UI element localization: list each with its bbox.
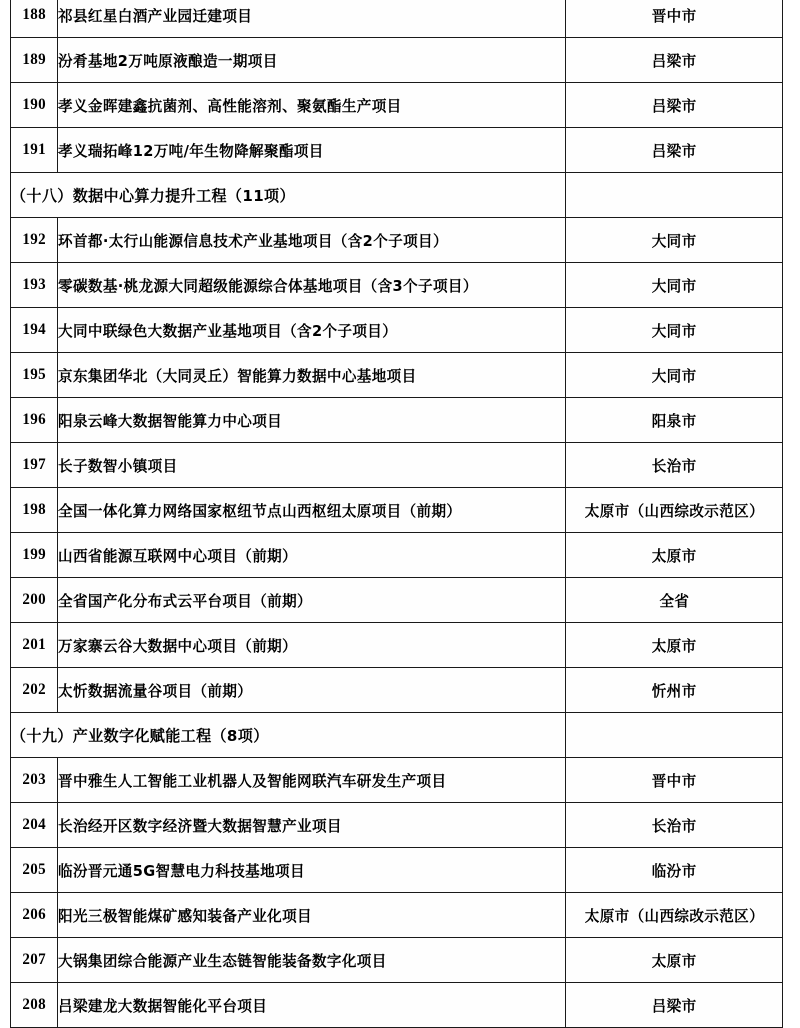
- project-location-cell: [566, 398, 783, 443]
- project-name-text: 大锅集团综合能源产业生态链智能装备数字化项目: [58, 951, 387, 970]
- section-header-row: [11, 173, 783, 218]
- row-number: [11, 218, 58, 263]
- project-location-text: 晋中市: [651, 6, 697, 25]
- project-location-text: 大同市: [651, 231, 697, 250]
- project-name-cell: [58, 83, 566, 128]
- row-number: [11, 623, 58, 668]
- table-container: [10, 0, 782, 1028]
- project-name-text: 长子数智小镇项目: [58, 456, 178, 475]
- row-number-text: 188: [22, 6, 46, 23]
- project-location-cell: [566, 0, 783, 38]
- table-row: [11, 263, 783, 308]
- project-location-cell: [566, 308, 783, 353]
- project-name-cell: [58, 38, 566, 83]
- row-number-text: 191: [22, 141, 46, 158]
- project-name-text: 祁县红星白酒产业园迁建项目: [58, 6, 253, 25]
- row-number: [11, 0, 58, 38]
- row-number-text: 197: [22, 456, 46, 473]
- table-row: [11, 893, 783, 938]
- project-name-cell: [58, 263, 566, 308]
- project-name-text: 山西省能源互联网中心项目（前期）: [58, 546, 298, 565]
- project-location-cell: [566, 443, 783, 488]
- project-list-table: [10, 0, 783, 1028]
- section-title: [11, 173, 566, 218]
- table-row: [11, 533, 783, 578]
- project-location-cell: [566, 263, 783, 308]
- table-row: [11, 308, 783, 353]
- row-number: [11, 263, 58, 308]
- project-name-cell: [58, 668, 566, 713]
- section-title: [11, 713, 566, 758]
- row-number-text: 200: [22, 591, 46, 608]
- row-number-text: 189: [22, 51, 46, 68]
- project-location-cell: [566, 758, 783, 803]
- project-location-cell: [566, 623, 783, 668]
- project-location-cell: [566, 983, 783, 1028]
- project-name-text: 孝义瑞拓峰12万吨/年生物降解聚酯项目: [58, 141, 324, 160]
- table-row: [11, 938, 783, 983]
- project-location-text: 临汾市: [651, 861, 697, 880]
- project-location-cell: [566, 533, 783, 578]
- project-location-cell: [566, 938, 783, 983]
- project-location-text: 大同市: [651, 366, 697, 385]
- project-location-text: 大同市: [651, 276, 697, 295]
- project-name-text: 阳光三极智能煤矿感知装备产业化项目: [58, 906, 312, 925]
- row-number-text: 194: [22, 321, 46, 338]
- table-row: [11, 398, 783, 443]
- row-number-text: 201: [22, 636, 46, 653]
- section-title-text: （十九）产业数字化赋能工程（8项）: [11, 727, 269, 745]
- table-row: [11, 848, 783, 893]
- project-location-text: 太原市（山西综改示范区）: [584, 501, 764, 520]
- project-location-cell: [566, 803, 783, 848]
- project-location-cell: [566, 893, 783, 938]
- row-number-text: 190: [22, 96, 46, 113]
- row-number: [11, 668, 58, 713]
- project-name-text: 全国一体化算力网络国家枢纽节点山西枢纽太原项目（前期）: [58, 501, 462, 520]
- row-number-text: 195: [22, 366, 46, 383]
- project-name-cell: [58, 353, 566, 398]
- row-number: [11, 758, 58, 803]
- project-name-text: 京东集团华北（大同灵丘）智能算力数据中心基地项目: [58, 366, 417, 385]
- row-number: [11, 353, 58, 398]
- project-name-cell: [58, 758, 566, 803]
- section-city-blank: [566, 713, 783, 758]
- project-name-text: 长治经开区数字经济暨大数据智慧产业项目: [58, 816, 342, 835]
- project-name-cell: [58, 218, 566, 263]
- row-number: [11, 488, 58, 533]
- project-location-text: 太原市: [651, 636, 697, 655]
- project-name-cell: [58, 848, 566, 893]
- project-location-text: 太原市: [651, 951, 697, 970]
- project-name-cell: [58, 893, 566, 938]
- table-body: [11, 0, 783, 1028]
- row-number: [11, 533, 58, 578]
- row-number: [11, 938, 58, 983]
- row-number-text: 203: [22, 771, 46, 788]
- row-number-text: 198: [22, 501, 46, 518]
- project-location-cell: [566, 218, 783, 263]
- project-name-cell: [58, 533, 566, 578]
- row-number: [11, 308, 58, 353]
- row-number-text: 205: [22, 861, 46, 878]
- table-row: [11, 488, 783, 533]
- project-name-text: 孝义金晖建鑫抗菌剂、高性能溶剂、聚氨酯生产项目: [58, 96, 402, 115]
- project-location-cell: [566, 128, 783, 173]
- project-name-text: 太忻数据流量谷项目（前期）: [58, 681, 253, 700]
- project-name-cell: [58, 488, 566, 533]
- row-number: [11, 38, 58, 83]
- project-name-cell: [58, 398, 566, 443]
- project-location-text: 长治市: [651, 816, 697, 835]
- project-name-cell: [58, 623, 566, 668]
- row-number-text: 192: [22, 231, 46, 248]
- table-row: [11, 623, 783, 668]
- project-name-text: 零碳数基·桃龙源大同超级能源综合体基地项目（含3个子项目）: [58, 276, 478, 295]
- table-row: [11, 443, 783, 488]
- table-row: [11, 983, 783, 1028]
- table-row: [11, 83, 783, 128]
- row-number-text: 208: [22, 996, 46, 1013]
- project-name-cell: [58, 0, 566, 38]
- project-name-text: 万家寨云谷大数据中心项目（前期）: [58, 636, 298, 655]
- section-title-text: （十八）数据中心算力提升工程（11项）: [11, 187, 295, 205]
- project-location-text: 晋中市: [651, 771, 697, 790]
- project-location-cell: [566, 83, 783, 128]
- project-location-cell: [566, 578, 783, 623]
- table-row: [11, 578, 783, 623]
- section-city-blank: [566, 173, 783, 218]
- row-number-text: 206: [22, 906, 46, 923]
- row-number-text: 193: [22, 276, 46, 293]
- row-number: [11, 893, 58, 938]
- project-location-text: 吕梁市: [651, 141, 697, 160]
- project-name-text: 大同中联绿色大数据产业基地项目（含2个子项目）: [58, 321, 398, 340]
- project-name-text: 阳泉云峰大数据智能算力中心项目: [58, 411, 283, 430]
- table-row: [11, 803, 783, 848]
- project-location-cell: [566, 668, 783, 713]
- project-location-text: 吕梁市: [651, 96, 697, 115]
- project-location-text: 阳泉市: [651, 411, 697, 430]
- project-name-cell: [58, 938, 566, 983]
- project-name-cell: [58, 983, 566, 1028]
- project-name-cell: [58, 578, 566, 623]
- project-name-cell: [58, 128, 566, 173]
- table-row: [11, 128, 783, 173]
- project-location-text: 全省: [659, 591, 689, 610]
- project-location-text: 吕梁市: [651, 51, 697, 70]
- project-name-text: 环首都·太行山能源信息技术产业基地项目（含2个子项目）: [58, 231, 448, 250]
- row-number: [11, 983, 58, 1028]
- section-header-row: [11, 713, 783, 758]
- row-number-text: 207: [22, 951, 46, 968]
- row-number: [11, 803, 58, 848]
- project-location-text: 长治市: [651, 456, 697, 475]
- table-row: [11, 758, 783, 803]
- row-number-text: 202: [22, 681, 46, 698]
- row-number-text: 204: [22, 816, 46, 833]
- table-row: [11, 668, 783, 713]
- project-location-text: 太原市（山西综改示范区）: [584, 906, 764, 925]
- table-row: [11, 0, 783, 38]
- row-number: [11, 128, 58, 173]
- project-name-text: 临汾晋元通5G智慧电力科技基地项目: [58, 861, 305, 880]
- row-number-text: 196: [22, 411, 46, 428]
- project-location-cell: [566, 38, 783, 83]
- project-name-cell: [58, 803, 566, 848]
- project-location-text: 吕梁市: [651, 996, 697, 1015]
- table-row: [11, 353, 783, 398]
- project-name-cell: [58, 308, 566, 353]
- project-location-text: 太原市: [651, 546, 697, 565]
- row-number: [11, 443, 58, 488]
- project-location-text: 忻州市: [651, 681, 697, 700]
- project-name-text: 吕梁建龙大数据智能化平台项目: [58, 996, 268, 1015]
- project-location-cell: [566, 848, 783, 893]
- row-number: [11, 848, 58, 893]
- row-number: [11, 398, 58, 443]
- table-row: [11, 218, 783, 263]
- project-location-cell: [566, 353, 783, 398]
- project-location-text: 大同市: [651, 321, 697, 340]
- project-name-text: 汾肴基地2万吨原液酿造一期项目: [58, 51, 278, 70]
- row-number: [11, 83, 58, 128]
- row-number-text: 199: [22, 546, 46, 563]
- project-name-cell: [58, 443, 566, 488]
- project-location-cell: [566, 488, 783, 533]
- row-number: [11, 578, 58, 623]
- project-name-text: 全省国产化分布式云平台项目（前期）: [58, 591, 312, 610]
- project-name-text: 晋中雅生人工智能工业机器人及智能网联汽车研发生产项目: [58, 771, 447, 790]
- table-row: [11, 38, 783, 83]
